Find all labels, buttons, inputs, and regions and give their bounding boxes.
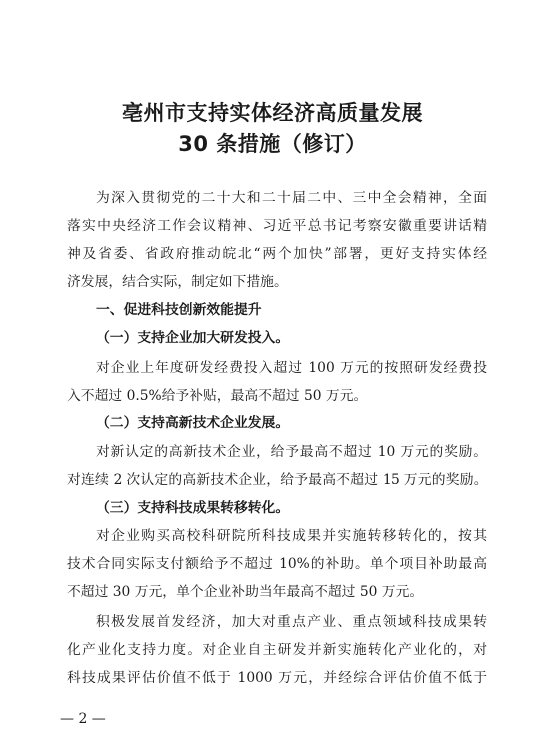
paragraph-line: 科技成果评估价值不低于 1000 万元，并经综合评估价值不低于 xyxy=(67,670,487,686)
paragraph-line: 技术合同实际支付额给予不超过 10%的补助。单个项目补助最高 xyxy=(67,556,487,572)
paragraph-line: 神及省委、省政府推动皖北“两个加快”部署，更好支持实体经 xyxy=(67,246,487,262)
section-heading: 一、促进科技创新效能提升 xyxy=(96,302,262,318)
document-title-line-2: 30 条措施（修订） xyxy=(178,132,367,156)
paragraph-line: 入不超过 0.5%给予补贴，最高不超过 50 万元。 xyxy=(67,388,368,404)
paragraph-line: 为深入贯彻党的二十大和二十届二中、三中全会精神，全面 xyxy=(96,190,487,206)
paragraph-line: 济发展，结合实际，制定如下措施。 xyxy=(67,274,288,290)
page-number: — 2 — xyxy=(60,711,106,727)
paragraph-line: 对企业上年度研发经费投入超过 100 万元的按照研发经费投 xyxy=(96,360,487,376)
paragraph-line: 对连续 2 次认定的高新技术企业，给予最高不超过 15 万元的奖励。 xyxy=(67,472,487,488)
paragraph-line: 不超过 30 万元，单个企业补助当年最高不超过 50 万元。 xyxy=(67,584,424,600)
subsection-heading: （三）支持科技成果转移转化。 xyxy=(96,500,290,516)
subsection-heading: （二）支持高新技术企业发展。 xyxy=(96,415,290,431)
document-title-line-1: 亳州市支持实体经济高质量发展 xyxy=(122,101,423,125)
paragraph-line: 对新认定的高新技术企业，给予最高不超过 10 万元的奖励。 xyxy=(96,444,487,460)
subsection-heading: （一）支持企业加大研发投入。 xyxy=(96,330,290,346)
paragraph-line: 对企业购买高校科研院所科技成果并实施转移转化的，按其 xyxy=(96,528,487,544)
paragraph-line: 积极发展首发经济，加大对重点产业、重点领域科技成果转 xyxy=(96,614,487,630)
paragraph-line: 落实中央经济工作会议精神、习近平总书记考察安徽重要讲话精 xyxy=(67,218,487,234)
paragraph-line: 化产业化支持力度。对企业自主研发并新实施转化产业化的，对 xyxy=(67,642,487,658)
